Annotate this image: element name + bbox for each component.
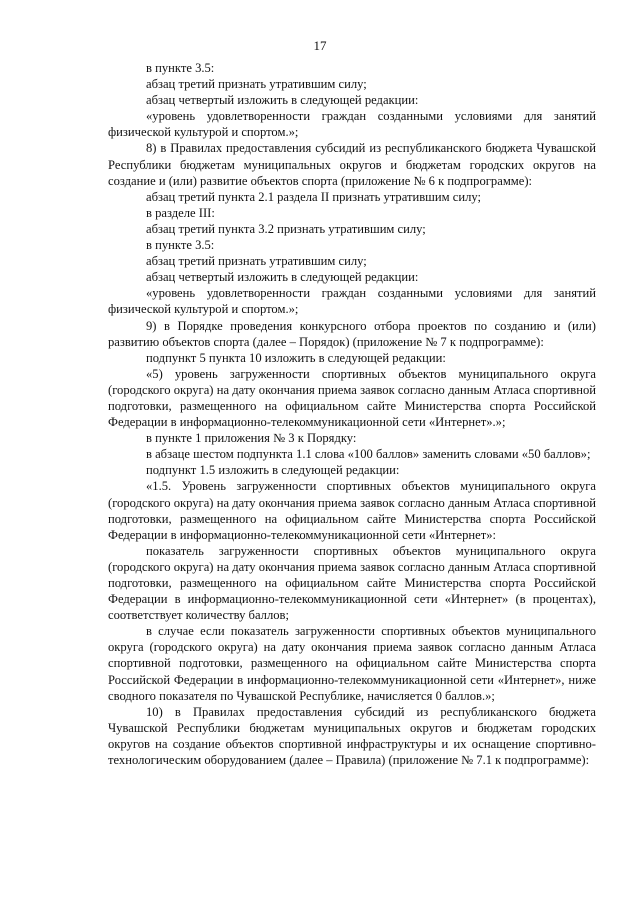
paragraph: «1.5. Уровень загруженности спортивных объектов муниципального округа (городского округа) на дату окончания приема заявок согласно данным Атласа спортивной подготовки, размещенного на официальном сайте Министерства спорта Российской Федерации в информационно-телекоммуникационной сети «Интернет»: [108,479,596,542]
paragraph: абзац четвертый изложить в следующей редакции: [146,270,419,285]
paragraph: абзац третий признать утратившим силу; [146,254,367,269]
page-number: 17 [313,38,327,53]
paragraph: в разделе III: [146,205,215,220]
paragraph: подпункт 1.5 изложить в следующей редакции: [146,463,400,478]
paragraph: в пункте 3.5: [146,238,215,253]
paragraph: 8) в Правилах предоставления субсидий из республиканского бюджета Чувашской Республики бюджетам муниципальных округов и бюджетам городских округов на создание и (или) развитие объектов спорта (приложение № 6 к подпрограмме): [108,141,596,188]
paragraph: 10) в Правилах предоставления субсидий из республиканского бюджета Чувашской Республики бюджетам муниципальных округов и бюджетам городских округов на создание объектов спортивной инфраструктуры и их оснащение спортивно-технологическим оборудованием (далее – Правила) (приложение № 7.1 к подпрограмме): [108,704,596,768]
paragraph: «5) уровень загруженности спортивных объектов муниципального округа (городского округа) на дату окончания приема заявок согласно данным Атласа спортивной подготовки, размещенного на официальном сайте Министерства спорта Российской Федерации в информационно-телекоммуникационной сети «Интернет».»; [108,366,596,430]
paragraph: в случае если показатель загруженности спортивных объектов муниципального округа (городского округа) на дату окончания приема заявок согласно данным Атласа спортивной подготовки, размещенного на официальном сайте Министерства спорта Российской Федерации в информационно-телекоммуникационной сети «Интернет», ниже сводного показателя по Чувашской Республике, начисляется 0 баллов.»; [108,624,596,703]
paragraph: абзац третий признать утратившим силу; [146,77,367,92]
paragraph: абзац третий пункта 3.2 признать утратившим силу; [146,221,426,236]
paragraph: показатель загруженности спортивных объектов муниципального округа (городского округа) на дату окончания приема заявок согласно данным Атласа спортивной подготовки, размещенного на официальном сайте Министерства спорта Российской Федерации в информационно-телекоммуникационной сети «Интернет» (в процентах), соответствует количеству баллов; [108,543,596,623]
paragraph: абзац третий пункта 2.1 раздела II признать утратившим силу; [146,189,481,204]
paragraph: 9) в Порядке проведения конкурсного отбора проектов по созданию и (или) развитию объектов спорта (далее – Порядок) (приложение № 7 к подпрограмме): [108,318,596,349]
paragraph: «уровень удовлетворенности граждан созданными условиями для занятий физической культурой и спортом.»; [108,286,596,317]
document-body [108,60,596,768]
paragraph: в пункте 3.5: [146,61,215,75]
paragraph: в абзаце шестом подпункта 1.1 слова «100 баллов» заменить словами «50 баллов»; [146,447,591,462]
paragraph: «уровень удовлетворенности граждан созданными условиями для занятий физической культурой и спортом.»; [108,109,596,140]
paragraph: подпункт 5 пункта 10 изложить в следующей редакции: [146,350,446,365]
paragraph: абзац четвертый изложить в следующей редакции: [146,93,419,108]
paragraph: в пункте 1 приложения № 3 к Порядку: [146,431,357,446]
